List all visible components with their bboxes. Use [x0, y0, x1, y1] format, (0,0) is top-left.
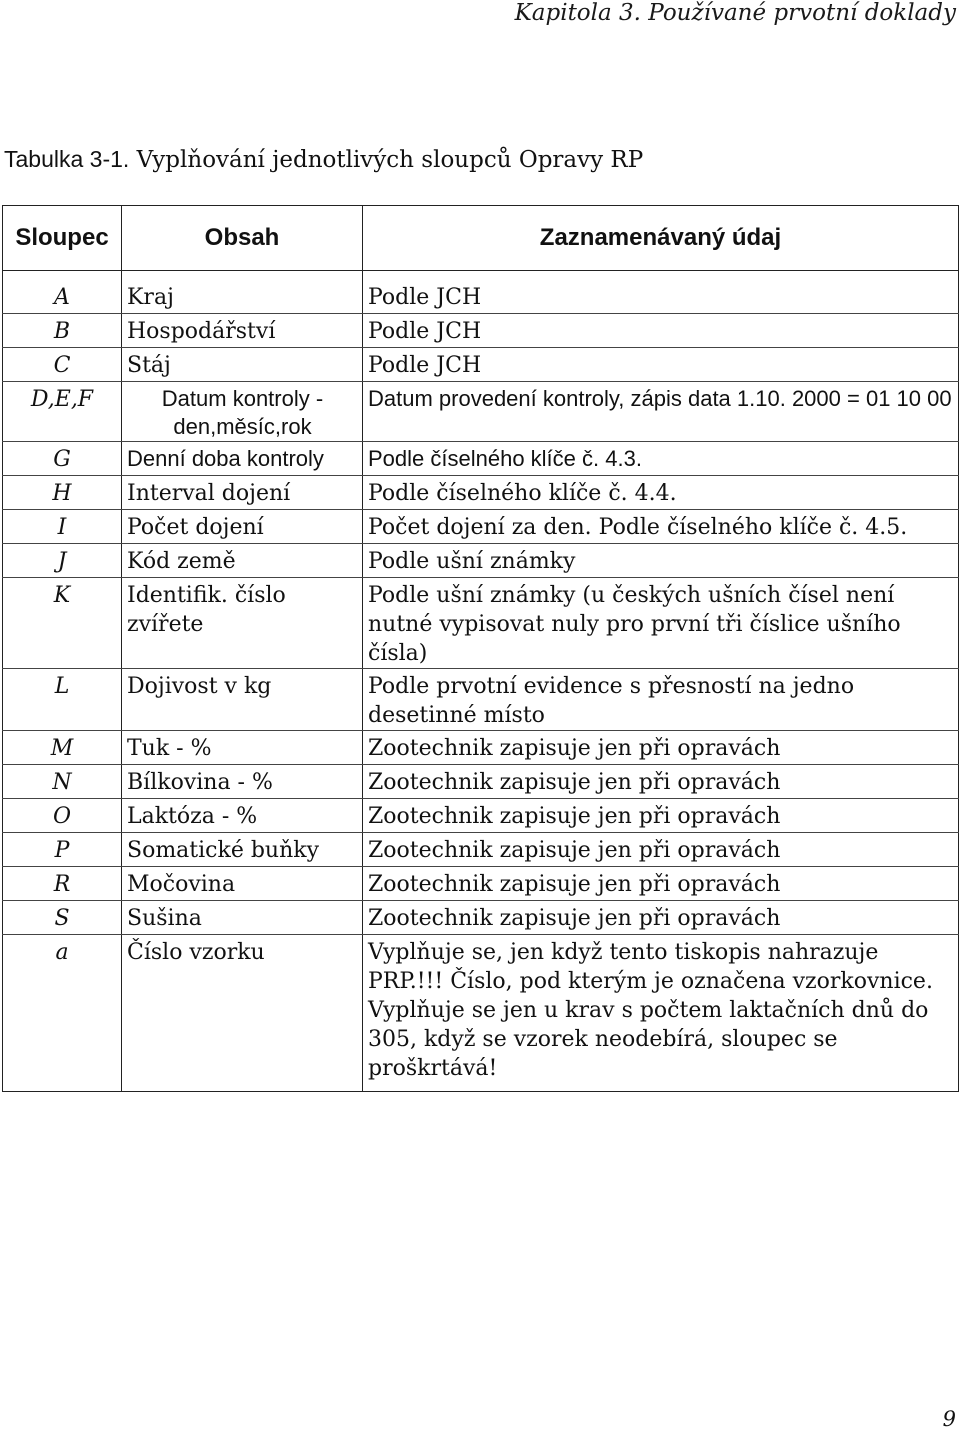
- cell-udaj: Zootechnik zapisuje jen při opravách: [363, 833, 959, 867]
- cell-obsah: Kraj: [122, 271, 363, 314]
- cell-obsah: Dojivost v kg: [122, 669, 363, 731]
- cell-sloupec: P: [3, 833, 122, 867]
- caption-title: Vyplňování jednotlivých sloupců Opravy RP: [136, 147, 644, 173]
- cell-sloupec: D,E,F: [3, 382, 122, 442]
- table-row: [3, 935, 959, 1092]
- page-number: 9: [942, 1407, 956, 1431]
- cell-obsah: Tuk - %: [122, 731, 363, 765]
- cell-obsah: Počet dojení: [122, 510, 363, 544]
- table-caption: [4, 146, 643, 173]
- cell-udaj: Podle číselného klíče č. 4.3.: [363, 442, 959, 476]
- cell-udaj: Zootechnik zapisuje jen při opravách: [363, 799, 959, 833]
- cell-obsah: Identifik. číslo zvířete: [122, 578, 363, 669]
- cell-sloupec: O: [3, 799, 122, 833]
- table-row: [3, 348, 959, 382]
- cell-udaj: Zootechnik zapisuje jen při opravách: [363, 731, 959, 765]
- cell-sloupec: J: [3, 544, 122, 578]
- table-row: [3, 799, 959, 833]
- cell-obsah: Bílkovina - %: [122, 765, 363, 799]
- table-header-row: [3, 206, 959, 271]
- cell-sloupec: N: [3, 765, 122, 799]
- cell-obsah: Interval dojení: [122, 476, 363, 510]
- cell-sloupec: H: [3, 476, 122, 510]
- cell-udaj: Počet dojení za den. Podle číselného klíče č. 4.5.: [363, 510, 959, 544]
- cell-udaj: Podle ušní známky: [363, 544, 959, 578]
- cell-sloupec: L: [3, 669, 122, 731]
- table-row: [3, 731, 959, 765]
- cell-sloupec: M: [3, 731, 122, 765]
- cell-obsah: Denní doba kontroly: [122, 442, 363, 476]
- cell-obsah: Sušina: [122, 901, 363, 935]
- cell-udaj: Vyplňuje se, jen když tento tiskopis nahrazuje PRP.!!! Číslo, pod kterým je označena vzorkovnice. Vyplňuje se jen u krav s počtem laktačních dnů do 305, když se vzorek neodebírá, sloupec se proškrtává!: [363, 935, 959, 1092]
- cell-udaj: Podle JCH: [363, 348, 959, 382]
- cell-udaj: Zootechnik zapisuje jen při opravách: [363, 765, 959, 799]
- caption-label: Tabulka 3-1.: [4, 146, 130, 172]
- cell-sloupec: K: [3, 578, 122, 669]
- cell-udaj: Podle JCH: [363, 314, 959, 348]
- cell-udaj: Podle prvotní evidence s přesností na jedno desetinné místo: [363, 669, 959, 731]
- cell-udaj: Zootechnik zapisuje jen při opravách: [363, 867, 959, 901]
- cell-udaj: Datum provedení kontroly, zápis data 1.10. 2000 = 01 10 00: [363, 382, 959, 442]
- table-row: [3, 544, 959, 578]
- table-row: [3, 669, 959, 731]
- cell-obsah: Kód země: [122, 544, 363, 578]
- cell-sloupec: a: [3, 935, 122, 1092]
- table-row: [3, 382, 959, 442]
- cell-sloupec: I: [3, 510, 122, 544]
- cell-obsah: Stáj: [122, 348, 363, 382]
- cell-obsah: Hospodářství: [122, 314, 363, 348]
- table-row: [3, 271, 959, 314]
- header-obsah: Obsah: [122, 206, 363, 271]
- cell-sloupec: A: [3, 271, 122, 314]
- cell-sloupec: R: [3, 867, 122, 901]
- cell-sloupec: C: [3, 348, 122, 382]
- cell-obsah: Močovina: [122, 867, 363, 901]
- cell-udaj: Podle číselného klíče č. 4.4.: [363, 476, 959, 510]
- table-row: [3, 510, 959, 544]
- table-row: [3, 833, 959, 867]
- table-row: [3, 442, 959, 476]
- header-udaj: Zaznamenávaný údaj: [363, 206, 959, 271]
- cell-udaj: Podle JCH: [363, 271, 959, 314]
- data-table: [2, 205, 959, 1092]
- header-sloupec: Sloupec: [3, 206, 122, 271]
- cell-sloupec: S: [3, 901, 122, 935]
- table-row: [3, 867, 959, 901]
- cell-obsah: Číslo vzorku: [122, 935, 363, 1092]
- table-row: [3, 314, 959, 348]
- cell-obsah: Datum kontroly - den,měsíc,rok: [122, 382, 363, 442]
- table-row: [3, 765, 959, 799]
- cell-sloupec: B: [3, 314, 122, 348]
- table-row: [3, 901, 959, 935]
- cell-obsah: Laktóza - %: [122, 799, 363, 833]
- cell-udaj: Zootechnik zapisuje jen při opravách: [363, 901, 959, 935]
- running-head: Kapitola 3. Používané prvotní doklady: [514, 0, 956, 26]
- table-row: [3, 578, 959, 669]
- cell-udaj: Podle ušní známky (u českých ušních čísel není nutné vypisovat nuly pro první tři číslice ušního čísla): [363, 578, 959, 669]
- cell-obsah: Somatické buňky: [122, 833, 363, 867]
- table-row: [3, 476, 959, 510]
- cell-sloupec: G: [3, 442, 122, 476]
